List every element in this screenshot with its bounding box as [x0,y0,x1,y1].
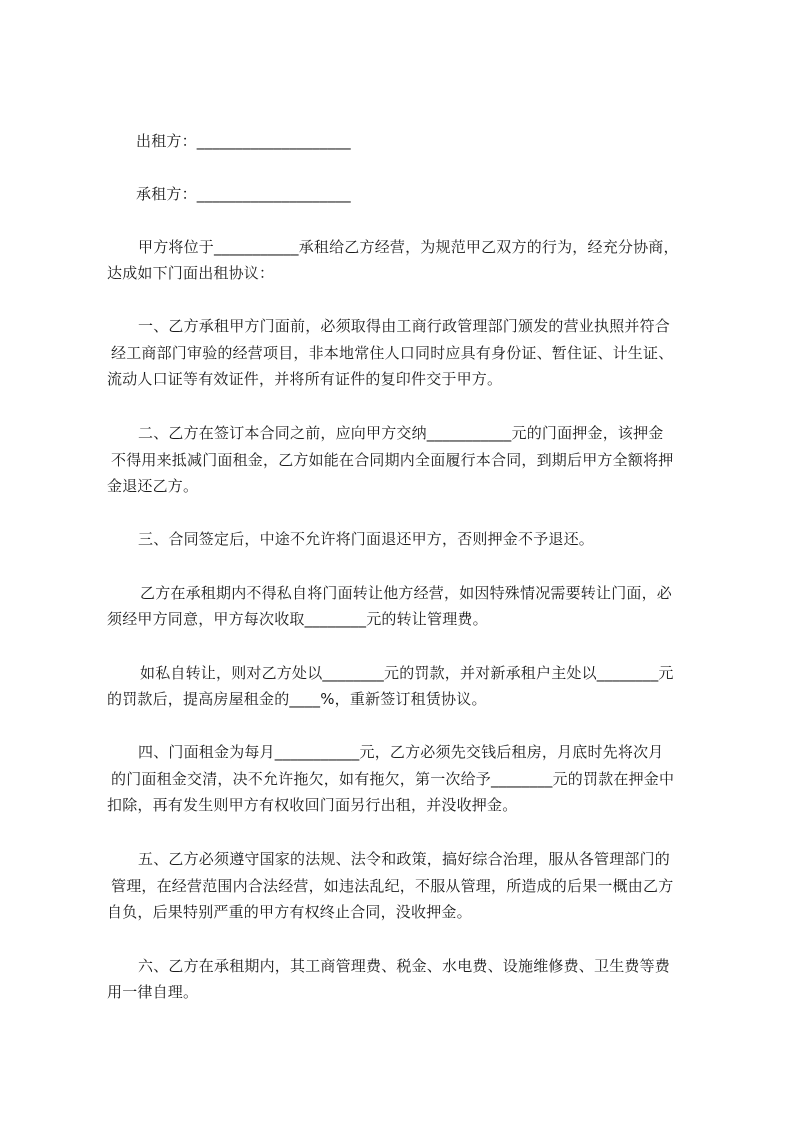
paragraph-line: 甲方将位于___________承租给乙方经营，为规范甲乙双方的行为，经充分协商， [138,238,679,256]
paragraph-line: 自负，后果特别严重的甲方有权终止合同，没收押金。 [107,903,472,921]
lessee-line: 承租方：____________________ [136,185,351,203]
paragraph-line: 管理，在经营范围内合法经营，如违法乱纪，不服从管理，所造成的后果一概由乙方 [111,877,674,895]
paragraph-line: 不得用来抵减门面租金，乙方如能在合同期内全面履行本合同，到期后甲方全额将押 [111,451,674,469]
paragraph-line: 的门面租金交清，决不允许拖欠，如有拖欠，第一次给予________元的罚款在押金中 [111,770,675,788]
paragraph-line: 达成如下门面出租协议： [107,264,275,282]
paragraph-line: 乙方在承租期内不得私自将门面转让他方经营，如因特殊情况需要转让门面，必 [140,584,673,602]
paragraph-line: 流动人口证等有效证件，并将所有证件的复印件交于甲方。 [107,370,503,388]
paragraph-line: 一、乙方承租甲方门面前，必须取得由工商行政管理部门颁发的营业执照并符合 [138,317,671,335]
paragraph-line: 四、门面租金为每月___________元，乙方必须先交钱后租房，月底时先将次月 [138,743,664,761]
paragraph-line: 用一律自理。 [107,983,199,1001]
lessor-line: 出租方：____________________ [136,132,351,150]
paragraph-line: 须经甲方同意，甲方每次收取________元的转让管理费。 [107,610,488,628]
paragraph-line: 六、乙方在承租期内，其工商管理费、税金、水电费、设施维修费、卫生费等费 [138,957,671,975]
paragraph-line: 扣除，再有发生则甲方有权收回门面另行出租，并没收押金。 [107,796,518,814]
paragraph-line: 经工商部门审验的经营项目，非本地常住人口同时应具有身份证、暂住证、计生证、 [111,344,674,362]
paragraph-line: 金退还乙方。 [107,477,199,495]
paragraph-line: 三、合同签定后，中途不允许将门面退还甲方，否则押金不予退还。 [138,530,595,548]
paragraph-line: 的罚款后，提高房屋租金的____%，重新签订租赁协议。 [107,690,487,708]
paragraph-line: 五、乙方必须遵守国家的法规、法令和政策，搞好综合治理，服从各管理部门的 [138,850,671,868]
paragraph-line: 二、乙方在签订本合同之前，应向甲方交纳___________元的门面押金，该押金 [138,424,664,442]
paragraph-line: 如私自转让，则对乙方处以________元的罚款，并对新承租户主处以________元 [140,664,674,682]
